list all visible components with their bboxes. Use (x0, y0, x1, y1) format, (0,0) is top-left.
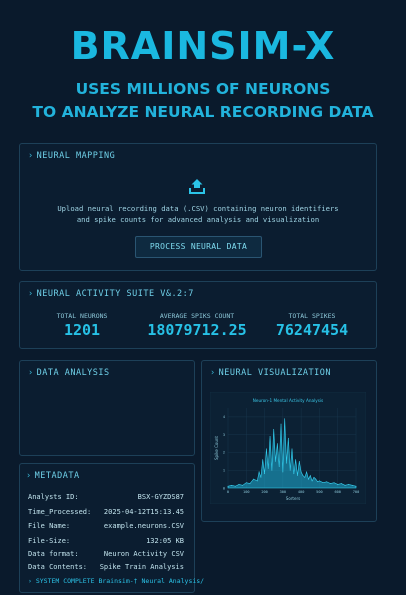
chart-data-point (326, 481, 327, 482)
chart-data-point (288, 438, 289, 439)
chart-data-point (261, 477, 262, 478)
chevron-right-icon: › (28, 368, 34, 378)
subtitle-line-1: USES MILLIONS OF NEURONS (75, 80, 331, 98)
chevron-right-icon: › (26, 471, 32, 481)
chart-data-point (284, 418, 285, 419)
chart-data-point (286, 463, 287, 464)
system-status-line: › SYSTEM COMPLETE Brainsim-† Neural Analysis/ (28, 577, 205, 585)
chart-data-point (314, 477, 315, 478)
chart-data-point (268, 468, 269, 469)
chart-data-point (301, 472, 302, 473)
chart-data-point (348, 484, 349, 485)
metadata-value: Spike Train Analysis (99, 563, 184, 571)
chart-data-point (266, 449, 267, 450)
chart-data-point (334, 482, 335, 483)
stat-label-total-spikes: TOTAL SPIKES (288, 312, 336, 320)
chart-data-point (246, 482, 247, 483)
chart-x-tick-label: 400 (297, 490, 305, 494)
metadata-value: BSX-GYZDS87 (137, 493, 184, 501)
chart-data-point (259, 472, 260, 473)
chart-y-tick-label: 2 (222, 450, 225, 455)
upload-description-line-1: Upload neural recording data (.CSV) containing neuron identifiers (57, 204, 339, 213)
chart-data-point (290, 470, 291, 471)
chart-data-point (312, 481, 313, 482)
chart-data-point (304, 477, 305, 478)
chart-data-point (341, 483, 342, 484)
metadata-key: Data Contents: (28, 563, 88, 571)
chart-data-point (323, 482, 324, 483)
chart-x-tick-label: 500 (316, 490, 323, 494)
chevron-right-icon: › (28, 151, 34, 161)
metadata-key: File Name: (28, 522, 71, 530)
data-analysis-heading: DATA ANALYSIS (36, 368, 110, 378)
chart-data-point (299, 461, 300, 462)
chart-data-point (319, 481, 320, 482)
chart-data-point (293, 473, 294, 474)
activity-suite-heading: NEURAL ACTIVITY SUITE V&.2:7 (36, 289, 194, 299)
app-title: BRAINSIM-X (70, 24, 336, 68)
chart-data-point (295, 459, 296, 460)
upload-description-line-2: and spike counts for advanced analysis and visualization (76, 215, 320, 224)
chart-data-point (337, 484, 338, 485)
chart-x-tick-label: 600 (334, 490, 341, 494)
chart-x-tick-label: 300 (279, 490, 287, 494)
neural-mapping-heading: NEURAL MAPPING (36, 151, 116, 161)
chart-data-point (239, 484, 240, 485)
chart-y-tick-label: 1 (222, 468, 225, 473)
metadata-key: Time_Processed: (28, 508, 92, 516)
chart-data-point (306, 472, 307, 473)
chart-data-point (275, 461, 276, 462)
chart-data-point (231, 485, 232, 486)
stat-value-total-neurons: 1201 (63, 321, 101, 339)
chart-data-point (315, 479, 316, 480)
chevron-right-icon: › (28, 289, 34, 299)
chart-x-tick-label: 0 (226, 490, 230, 494)
metadata-key: Analysts ID: (28, 493, 79, 501)
stat-value-total-spikes: 76247454 (275, 321, 349, 339)
chart-data-point (277, 443, 278, 444)
chart-data-point (235, 486, 236, 487)
metadata-value: 2025-04-12T15:13.45 (103, 508, 184, 516)
chart-data-point (356, 486, 357, 487)
chart-data-point (281, 424, 282, 425)
chart-data-point (310, 475, 311, 476)
chart-data-point (250, 483, 251, 484)
neural-visualization-heading: NEURAL VISUALIZATION (218, 368, 331, 378)
chart-x-tick-label: 700 (352, 490, 360, 494)
stat-label-total-neurons: TOTAL NEURONS (56, 312, 108, 320)
stat-value-average-spikes: 18079712.25 (147, 321, 247, 339)
spike-chart (210, 392, 366, 504)
chart-data-point (330, 483, 331, 484)
chart-data-point (273, 429, 274, 430)
subtitle-line-2: TO ANALYZE NEURAL RECORDING DATA (32, 103, 374, 121)
chevron-right-icon: › (210, 368, 216, 378)
chart-data-point (283, 472, 284, 473)
stat-label-average-spikes: AVERAGE SPIKS COUNT (159, 312, 235, 320)
chart-data-point (264, 473, 265, 474)
metadata-heading: METADATA (34, 471, 80, 481)
chart-y-tick-label: 3 (222, 432, 225, 437)
chart-data-point (228, 486, 229, 487)
chart-x-label: Sorters (285, 496, 301, 501)
chart-x-tick-label: 100 (243, 490, 250, 494)
chart-data-point (317, 481, 318, 482)
chart-y-tick-label: 4 (222, 415, 225, 420)
chart-data-point (297, 475, 298, 476)
metadata-value: Neuron Activity CSV (103, 550, 184, 558)
chart-data-point (352, 485, 353, 486)
chart-data-point (257, 481, 258, 482)
chart-y-label: Spike Count (214, 436, 219, 460)
chart-data-point (308, 479, 309, 480)
chart-data-point (242, 485, 243, 486)
chart-data-point (303, 475, 304, 476)
chart-y-tick-label: 0 (222, 486, 225, 491)
chart-data-point (270, 436, 271, 437)
metadata-key: File-Size: (28, 537, 71, 545)
data-analysis-panel (19, 360, 195, 456)
metadata-value: example.neurons.CSV (103, 522, 184, 530)
metadata-value: 132:05 KB (146, 537, 184, 545)
chart-title: Neuron-1 Mental Activity Analysis (252, 398, 324, 403)
chart-x-tick-label: 200 (261, 490, 268, 494)
metadata-key: Data format: (28, 550, 79, 558)
chart-data-point (345, 485, 346, 486)
chart-data-point (279, 466, 280, 467)
chart-data-point (272, 470, 273, 471)
chart-data-point (292, 449, 293, 450)
chart-data-point (262, 459, 263, 460)
upload-icon[interactable] (188, 177, 206, 195)
chart-data-point (253, 479, 254, 480)
process-neural-data-button[interactable]: PROCESS NEURAL DATA (135, 236, 262, 258)
